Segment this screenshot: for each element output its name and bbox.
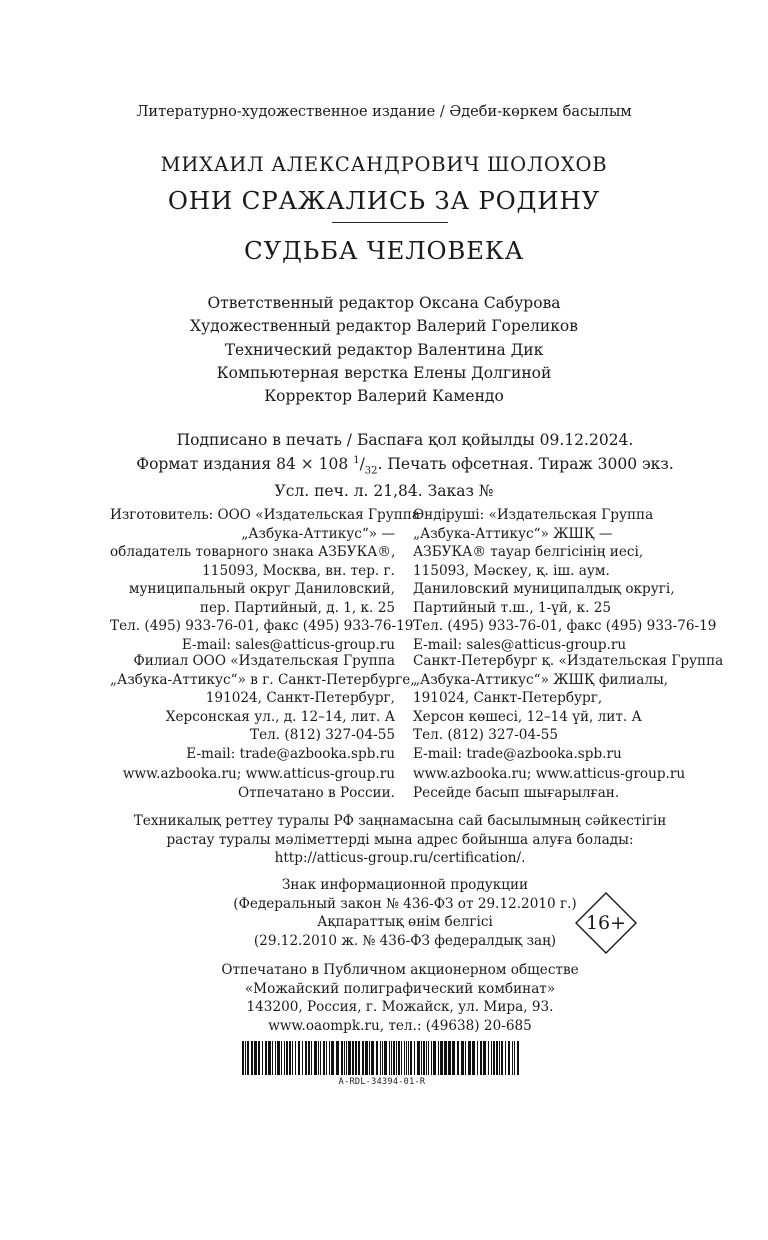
branch-kz-line: Тел. (812) 327-04-55: [413, 727, 558, 743]
staff-line: Технический редактор Валентина Дик: [224, 340, 544, 359]
barcode-bar: [401, 1041, 402, 1075]
branch-ru-line: 191024, Санкт-Петербург,: [205, 690, 395, 706]
barcode-code: A-RDL-34394-01-R: [338, 1077, 426, 1087]
barcode-bar: [286, 1041, 288, 1075]
barcode-bar: [438, 1041, 439, 1075]
barcode-bar: [292, 1041, 293, 1075]
barcode-bar: [477, 1041, 478, 1075]
web-ru: [110, 765, 395, 802]
barcode-bar: [512, 1041, 513, 1075]
barcode-bar: [465, 1041, 466, 1075]
barcode-bar: [384, 1041, 387, 1075]
barcode-bar: [262, 1041, 263, 1075]
info-sign-line: (29.12.2010 ж. № 436-ФЗ федералдық заң): [253, 932, 557, 949]
info-product-sign: [195, 876, 615, 950]
barcode-bar: [281, 1041, 282, 1075]
manufacturer-kz-line: Даниловский муниципалдық округі,: [413, 581, 675, 597]
barcode-bar: [414, 1041, 415, 1075]
barcode-bar: [344, 1041, 345, 1075]
barcode-bar: [417, 1041, 420, 1075]
barcode-bar: [517, 1041, 519, 1075]
manufacturer-kz-line: „Азбука-Аттикус“» ЖШҚ —: [413, 525, 613, 542]
branch-kz-line: Санкт-Петербург қ. «Издательская Группа: [413, 653, 724, 669]
barcode-bar: [265, 1041, 267, 1075]
barcode-bar: [341, 1041, 343, 1075]
barcode-bar: [336, 1041, 339, 1075]
manufacturer-kz-line: АЗБУКА® тауар белгісінің иесі,: [413, 544, 644, 560]
barcode-bar: [311, 1041, 312, 1075]
barcode-bar: [251, 1041, 253, 1075]
manufacturer-ru-line: Изготовитель: ООО «Издательская Группа: [110, 507, 420, 523]
barcode-bar: [355, 1041, 357, 1075]
barcode-bar: [298, 1041, 300, 1075]
manufacturer-kz: [413, 506, 717, 654]
barcode-bar: [514, 1041, 515, 1075]
barcode-bar: [404, 1041, 405, 1075]
certification-line: растау туралы мәліметтерді мына адрес бойынша алуға болады:: [166, 831, 634, 848]
barcode-bar: [323, 1041, 325, 1075]
author-name: МИХАИЛ АЛЕКСАНДРОВИЧ ШОЛОХОВ: [160, 153, 608, 176]
barcode-bar: [331, 1041, 334, 1075]
certification-note: [0, 812, 768, 868]
barcode-bar: [428, 1041, 429, 1075]
format-prefix: Формат издания 84 × 108: [136, 454, 349, 473]
book-subtitle: СУДЬБА ЧЕЛОВЕКА: [244, 236, 524, 265]
barcode-bar: [346, 1041, 347, 1075]
barcode-bar: [305, 1041, 307, 1075]
info-sign-line: Знак информационной продукции: [281, 877, 529, 893]
age-rating-label: 16+: [585, 912, 627, 934]
web-kz-line: www.azbooka.ru; www.atticus-group.ru: [413, 766, 686, 782]
barcode-bar: [448, 1041, 451, 1075]
barcode-bar: [472, 1041, 475, 1075]
format-den: 32: [364, 464, 378, 476]
barcode-bar: [284, 1041, 285, 1075]
barcode-bar: [440, 1041, 443, 1075]
branch-ru-line: Тел. (812) 327-04-55: [250, 727, 395, 743]
format-suffix: . Печать офсетная. Тираж 3000 экз.: [377, 454, 674, 473]
barcode-bar: [461, 1041, 464, 1075]
barcode-bar: [318, 1041, 319, 1075]
barcode-bar: [247, 1041, 249, 1075]
barcode-bar: [421, 1041, 422, 1075]
barcode-bar: [371, 1041, 374, 1075]
barcode-bar: [426, 1041, 427, 1075]
manufacturer-ru-line: „Азбука-Аттикус“» —: [241, 525, 395, 542]
printer-line: www.oaompk.ru, тел.: (49638) 20-685: [268, 1017, 532, 1034]
barcode-bar: [480, 1041, 482, 1075]
staff-line: Художественный редактор Валерий Гореликов: [190, 317, 578, 336]
info-sign-line: (Федеральный закон № 436-ФЗ от 29.12.2010 г.): [233, 895, 577, 912]
manufacturer-ru-line: муниципальный округ Даниловский,: [128, 581, 395, 597]
barcode-bar: [431, 1041, 432, 1075]
barcode-bar: [295, 1041, 296, 1075]
barcode-bar: [352, 1041, 354, 1075]
staff-line: Компьютерная верстка Елены Долгиной: [216, 363, 552, 382]
barcode-bar: [491, 1041, 492, 1075]
web-ru-line: www.azbooka.ru; www.atticus-group.ru: [122, 766, 395, 782]
branch-kz-line: „Азбука-Аттикус“» ЖШҚ филиалы,: [413, 671, 669, 688]
barcode-bar: [468, 1041, 471, 1075]
web-kz-line: Ресейде басып шығарылған.: [413, 784, 620, 801]
manufacturer-ru-line: обладатель товарного знака АЗБУКА®,: [110, 544, 396, 560]
barcode-bar: [369, 1041, 370, 1075]
barcode-bar: [329, 1041, 330, 1075]
barcode-bar: [308, 1041, 310, 1075]
printer-line: «Можайский полиграфический комбинат»: [244, 980, 556, 997]
manufacturer-kz-line: Тел. (495) 933-76-01, факс (495) 933-76-19: [413, 618, 717, 634]
barcode-bar: [380, 1041, 381, 1075]
barcode-bar: [389, 1041, 390, 1075]
format-num: 1: [353, 454, 360, 466]
barcode-bar: [496, 1041, 498, 1075]
barcode-bar: [362, 1041, 364, 1075]
edition-line: Литературно-художественное издание / Әдеби-көркем басылым: [136, 104, 632, 120]
branch-kz-line: 191024, Санкт-Петербург,: [413, 690, 603, 706]
barcode-bar: [493, 1041, 495, 1075]
barcode-bar: [268, 1041, 271, 1075]
barcode-bar: [423, 1041, 425, 1075]
branch-ru-line: E-mail: trade@azbooka.spb.ru: [186, 745, 395, 762]
manufacturer-ru-line: 115093, Москва, вн. тер. г.: [202, 562, 395, 579]
branch-kz: [413, 652, 724, 763]
staff-line: Ответственный редактор Оксана Сабурова: [207, 294, 561, 312]
branch-kz-line: Херсон көшесі, 12–14 үй, лит. А: [413, 708, 642, 725]
barcode-bar: [314, 1041, 317, 1075]
barcode-bar: [406, 1041, 407, 1075]
manufacturer-ru-line: E-mail: sales@atticus-group.ru: [181, 636, 395, 653]
barcode-bar: [433, 1041, 436, 1075]
barcode-bar: [242, 1041, 244, 1075]
barcode-bar: [320, 1041, 321, 1075]
manufacturer-ru: [110, 506, 420, 654]
barcode-bar: [382, 1041, 383, 1075]
barcode-bar: [408, 1041, 409, 1075]
barcode-bar: [272, 1041, 273, 1075]
barcode-bar: [398, 1041, 400, 1075]
barcode-bar: [499, 1041, 500, 1075]
barcode-bar: [501, 1041, 503, 1075]
barcode-bar: [245, 1041, 246, 1075]
barcode-bar: [254, 1041, 257, 1075]
info-sign-line: Ақпараттық өнім белгісі: [317, 914, 493, 930]
barcode-bar: [391, 1041, 392, 1075]
branch-ru-line: Филиал ООО «Издательская Группа: [133, 653, 395, 669]
barcode-bar: [393, 1041, 395, 1075]
barcode-bar: [358, 1041, 360, 1075]
title-divider: [332, 222, 448, 223]
barcode-bar: [508, 1041, 510, 1075]
manufacturer-ru-line: пер. Партийный, д. 1, к. 25: [199, 599, 395, 616]
manufacturer-kz-line: E-mail: sales@atticus-group.ru: [413, 636, 627, 653]
age-rating-badge: [575, 892, 637, 954]
branch-ru-line: „Азбука-Аттикус“» в г. Санкт-Петербурге,: [110, 671, 415, 688]
barcode-bar: [289, 1041, 291, 1075]
printer-line: 143200, Россия, г. Можайск, ул. Мира, 93.: [246, 999, 554, 1015]
printer-info: [0, 961, 768, 1035]
barcode-bar: [505, 1041, 506, 1075]
manufacturer-kz-line: Партийный т.ш., 1-үй, к. 25: [413, 599, 612, 616]
barcode-bar: [275, 1041, 276, 1075]
print-info: [0, 430, 768, 502]
sheets-line: Усл. печ. л. 21,84. Заказ №: [274, 482, 494, 501]
barcode-bar: [483, 1041, 486, 1075]
barcode-bar: [326, 1041, 327, 1075]
staff-line: Корректор Валерий Камендо: [264, 387, 504, 406]
web-ru-line: Отпечатано в России.: [237, 784, 395, 801]
barcode-bar: [488, 1041, 489, 1075]
barcode-bar: [302, 1041, 303, 1075]
barcode-bar: [365, 1041, 368, 1075]
printer-line: Отпечатано в Публичном акционерном обществе: [221, 962, 579, 978]
barcode-bar: [452, 1041, 455, 1075]
web-kz: [413, 765, 713, 802]
manufacturer-kz-line: Өндіруші: «Издательская Группа: [413, 507, 654, 523]
manufacturer-kz-line: 115093, Мәскеу, қ. іш. аум.: [413, 562, 610, 579]
book-title: ОНИ СРАЖАЛИСЬ ЗА РОДИНУ: [167, 186, 601, 215]
barcode-bar: [376, 1041, 378, 1075]
barcode-bar: [444, 1041, 447, 1075]
barcode-bar: [396, 1041, 397, 1075]
barcode-bar: [258, 1041, 260, 1075]
format-line: Формат издания 84 × 108 $^1/_{32}$. Печать офсетная. Тираж 3000 экз.: [136, 454, 674, 476]
branch-ru: [110, 652, 415, 763]
barcode-bar: [277, 1041, 280, 1075]
barcode: [242, 1041, 522, 1075]
signed-line: Подписано в печать / Баспаға қол қойылды 09.12.2024.: [176, 431, 634, 449]
barcode-bar: [348, 1041, 351, 1075]
certification-line: Техникалық реттеу туралы РФ заңнамасына сай басылымның сәйкестігін: [133, 813, 667, 829]
certification-line: http://atticus-group.ru/certification/.: [274, 850, 526, 866]
editorial-staff: [0, 292, 768, 408]
manufacturer-ru-line: Тел. (495) 933-76-01, факс (495) 933-76-19: [110, 618, 414, 634]
branch-kz-line: E-mail: trade@azbooka.spb.ru: [413, 745, 622, 762]
barcode-bar: [410, 1041, 412, 1075]
branch-ru-line: Херсонская ул., д. 12–14, лит. А: [165, 708, 395, 725]
barcode-bar: [457, 1041, 459, 1075]
